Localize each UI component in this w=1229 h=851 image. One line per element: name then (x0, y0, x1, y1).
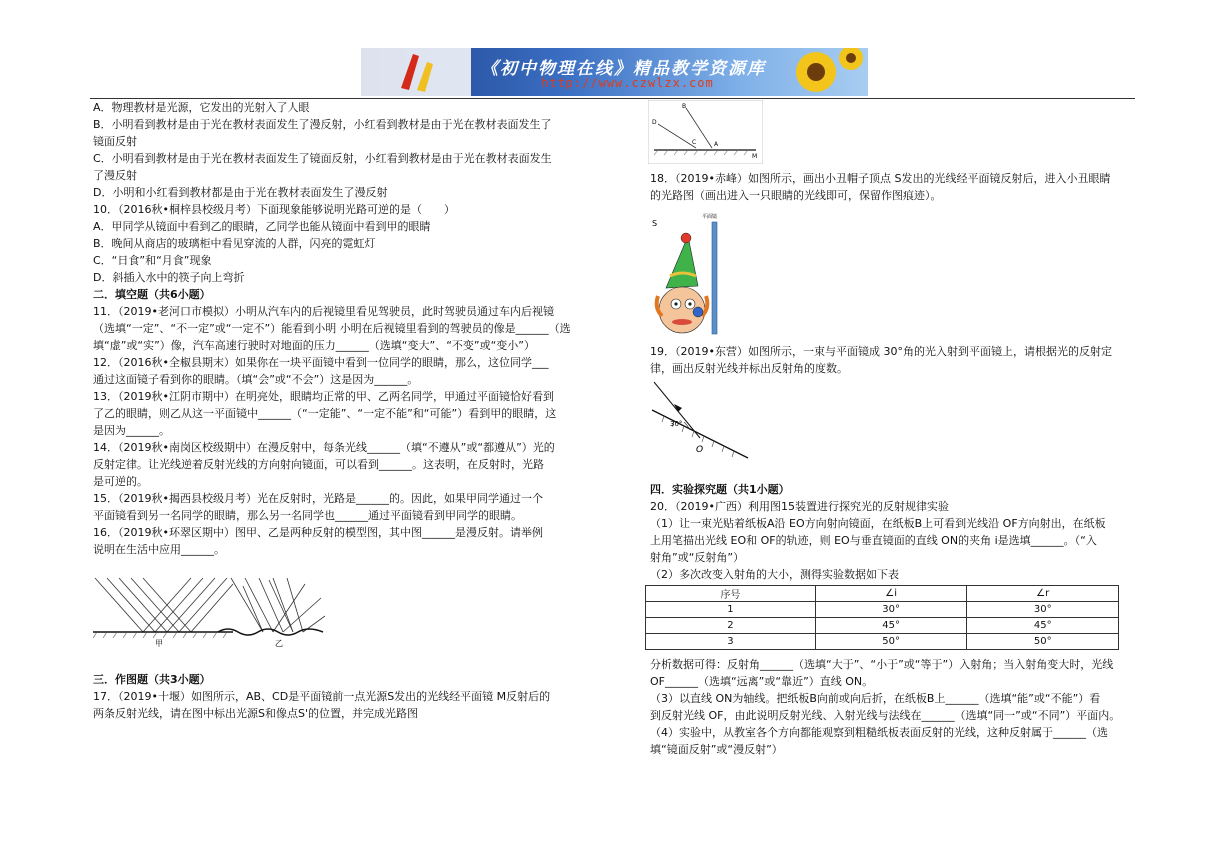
text-line: C．“日食”和“月食”现象 (93, 254, 212, 267)
text-line: 分析数据可得：反射角______（选填“大于”、“小于”或“等于”）入射角；当入射角变大时，光线 (650, 658, 1114, 671)
figure-label: C (692, 139, 697, 146)
question-18: 18．（2019•赤峰）如图所示，画出小丑帽子顶点 S发出的光线经平面镜反射后，进入小丑眼睛 (650, 172, 1111, 185)
text-line: （1）让一束光贴着纸板A沿 EO方向射向镜面，在纸板B上可看到光线沿 OF方向射出，在纸板 (650, 517, 1106, 530)
text-line: D．小明和小红看到教材都是由于光在教材表面发生了漫反射 (93, 186, 388, 199)
figure-label-a: 甲 (155, 639, 163, 648)
text-line: 反射定律。让光线逆着反射光线的方向射向镜面，可以看到______。这表明，在反射时，光路 (93, 458, 544, 471)
reflection-model-figure (93, 576, 325, 648)
text-line: 填“镜面反射”或“漫反射”） (650, 743, 783, 756)
clown-mirror-figure (650, 212, 730, 338)
text-line: C．小明看到教材是由于光在教材表面发生了镜面反射，小红看到教材是由于光在教材表面发生 (93, 152, 552, 165)
text-line: A．甲同学从镜面中看到乙的眼睛，乙同学也能从镜面中看到甲的眼睛 (93, 220, 431, 233)
figure-label-s: S (652, 219, 658, 228)
text-line: 填“虚”或“实”）像，汽车高速行驶时对地面的压力______（选填“变大”、“不变”或“变小”） (93, 339, 535, 352)
text-line: 到反射光线 OF，由此说明反射光线、入射光线与法线在______（选填“同一”或“不同”）平面内。 (650, 709, 1121, 722)
table-cell: 50° (967, 634, 1119, 650)
table-cell: 3 (646, 634, 816, 650)
table-cell: 45° (967, 618, 1119, 634)
text-line: （2）多次改变入射角的大小，测得实验数据如下表 (650, 568, 899, 581)
question-13: 13．（2019秋•江阴市期中）在明亮处，眼睛均正常的甲、乙两名同学，甲通过平面镜恰好看到 (93, 390, 554, 403)
mirror-rays-figure (648, 100, 763, 164)
table-header: ∠i (815, 586, 967, 602)
table-cell: 45° (815, 618, 967, 634)
table-cell: 50° (815, 634, 967, 650)
figure-label-mirror: 平面镜 (702, 214, 718, 220)
table-cell: 30° (815, 602, 967, 618)
text-line: 通过这面镜子看到你的眼睛。（填“会”或“不会”）这是因为______。 (93, 373, 419, 386)
question-11: 11．（2019•老河口市模拟）小明从汽车内的后视镜里看见驾驶员，此时驾驶员通过车内后视镜 (93, 305, 554, 318)
table-header: ∠r (967, 586, 1119, 602)
text-line: B．晚间从商店的玻璃柜中看见穿流的人群，闪亮的霓虹灯 (93, 237, 376, 250)
header-banner (361, 48, 868, 96)
point-label-o: O (696, 445, 704, 455)
experiment-table (645, 585, 1119, 650)
question-16: 16．（2019秋•环翠区期中）图甲、乙是两种反射的模型图，其中图______是漫反射。请举例 (93, 526, 543, 539)
text-line: （4）实验中，从教室各个方向都能观察到粗糙纸板表面反射的光线，这种反射属于______（选 (650, 726, 1108, 739)
banner-title: 《初中物理在线》精品教学资源库 (481, 59, 766, 79)
question-17: 17．（2019•十堰）如图所示，AB、CD是平面镜前一点光源S发出的光线经平面镜 M反射后的 (93, 690, 551, 703)
figure-label: A (714, 141, 719, 148)
table-header: 序号 (646, 586, 816, 602)
table-cell: 1 (646, 602, 816, 618)
text-line: 了乙的眼睛，则乙从这一平面镜中______（“一定能”、“一定不能”和“可能”）看到甲的眼睛，这 (93, 407, 557, 420)
question-12: 12．（2016秋•全椒县期末）如果你在一块平面镜中看到一位同学的眼睛，那么，这位同学___ (93, 356, 549, 369)
text-line: （选填“一定”、“不一定”或“一定不”）能看到小明 小明在后视镜里看到的驾驶员的像是______（选 (93, 322, 571, 335)
text-line: 说明在生活中应用______。 (93, 543, 225, 556)
text-line: 的光路图（画出进入一只眼睛的光线即可，保留作图痕迹）。 (650, 189, 942, 202)
angle-label: 30° (670, 420, 683, 428)
text-line: A．物理教材是光源，它发出的光射入了人眼 (93, 101, 310, 114)
question-10: 10．（2016秋•桐梓县校级月考）下面现象能够说明光路可逆的是（ ） (93, 203, 455, 216)
text-line: 了漫反射 (93, 169, 137, 182)
figure-label-b: 乙 (275, 639, 283, 648)
table-row (646, 618, 1119, 634)
text-line: 是可逆的。 (93, 475, 148, 488)
figure-label: D (652, 119, 657, 126)
text-line: （3）以直线 ON为轴线。把纸板B向前或向后折，在纸板B上______（选填“能”或“不能”）看 (650, 692, 1101, 705)
incident-ray-figure (648, 378, 753, 460)
table-cell: 30° (967, 602, 1119, 618)
text-line: 上用笔描出光线 EO和 OF的轨迹，则 EO与垂直镜面的直线 ON的夹角 i是选填______。（“入 (650, 534, 1097, 547)
section-heading-fill: 二．填空题（共6小题） (93, 288, 211, 301)
question-14: 14．（2019秋•南岗区校级期中）在漫反射中，每条光线______（填“不遵从”或“都遵从”）光的 (93, 441, 555, 454)
right-column-q19 (650, 343, 1112, 377)
text-line: 平面镜看到另一名同学的眼睛，那么另一名同学也______通过平面镜看到甲同学的眼睛。 (93, 509, 522, 522)
section-heading-experiment: 四．实验探究题（共1小题） (650, 483, 790, 496)
figure-label: M (752, 153, 758, 160)
banner-url: http://www.czwlzx.com (541, 76, 714, 90)
text-line: OF______（选填“远离”或“靠近”）直线 ON。 (650, 675, 874, 688)
right-column-q18 (650, 170, 1110, 204)
text-line: 镜面反射 (93, 135, 137, 148)
text-line: 两条反射光线，请在图中标出光源S和像点S'的位置，并完成光路图 (93, 707, 418, 720)
question-19: 19．（2019•东营）如图所示，一束与平面镜成 30°角的光入射到平面镜上，请根据光的反射定 (650, 345, 1112, 358)
table-row (646, 602, 1119, 618)
right-column-experiment (650, 481, 1106, 583)
left-column (93, 99, 571, 558)
table-row (646, 634, 1119, 650)
text-line: D．斜插入水中的筷子向上弯折 (93, 271, 245, 284)
left-column-drawing (93, 671, 550, 722)
question-15: 15．（2019秋•揭西县校级月考）光在反射时，光路是______的。因此，如果甲同学通过一个 (93, 492, 543, 505)
table-cell: 2 (646, 618, 816, 634)
right-column-analysis (650, 656, 1120, 758)
text-line: 律，画出反射光线并标出反射角的度数。 (650, 362, 848, 375)
figure-label: B (682, 103, 687, 110)
question-20: 20．（2019•广西）利用图15装置进行探究光的反射规律实验 (650, 500, 949, 513)
text-line: B．小明看到教材是由于光在教材表面发生了漫反射，小红看到教材是由于光在教材表面发生了 (93, 118, 552, 131)
text-line: 是因为______。 (93, 424, 170, 437)
text-line: 射角”或“反射角”） (650, 551, 745, 564)
section-heading-drawing: 三．作图题（共3小题） (93, 673, 211, 686)
table-header-row (646, 586, 1119, 602)
